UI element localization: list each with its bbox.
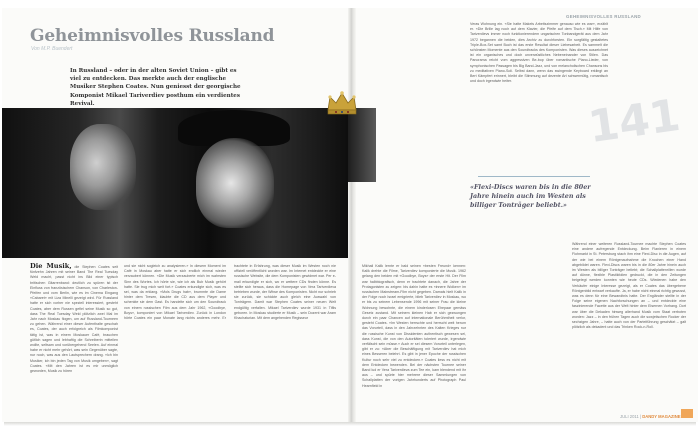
hero-photo xyxy=(2,108,348,258)
page-corner-tab xyxy=(681,409,693,418)
article-intro: In Russland – oder in der alten Soviet Union – gibt es viel zu entdecken. Das merkte auch der englische Musiker Stephen Coates. Nun geniesst der georgische Komponist Mikael Tariverdiev posthum ein verdientes Revival. xyxy=(70,68,241,107)
big-number-glyph: 141 xyxy=(585,89,684,154)
text-column-1 xyxy=(30,264,118,414)
text-column-3 xyxy=(362,264,466,414)
page-shadow xyxy=(4,422,696,426)
page-number-glyph-icon xyxy=(585,89,684,161)
pull-quote: «Flexi-Discs waren bis in die 80er Jahre hinein auch im Westen als billiger Tonträger beliebt.» xyxy=(470,183,591,209)
crown-icon xyxy=(325,90,359,116)
column-4-top-text: Veras Wohnung ein. «Sie hatte Makels Arbeitszimmer genauso wie es war», erzählt er. «Die Brille lag noch auf dem Klavier, die Pfeife auf dem Tisch.» Mit Hilfe von Tariverdievs immer noch funktionierendem ungarischen Tonbandgerät aus dem Jahr 1972 begannen die beiden, dies Archiv zu durchforsten. Ein sorgfältig gestaltetes Triple-Box-Set samt Buch ist das erste Resultat dieser Liebesarbeit. Es sammelt die schönsten Momente aus den Soundtracks des Komponisten. Was dieses auszeichnet ist ein organisches und doch unverwüstliches Nebeneinander von Stilen. Das Panorama reicht vom aggressiven Be-bop über romantische Piano-Lieder, von symphonischen Passagen bis Big Band-Jazz, und von melancholischen Chansons bis zu meditativen Piano-Soli. Selbst dann, wenn das swingende Keyboard erklingt an Bert Kämpfert erinnert, bleibt die Stimmung auf dezente Art schwermütig, romantisch und doch irgendwie heiter. xyxy=(470,22,608,84)
hero-photo-overlap xyxy=(348,108,376,182)
portrait-left-figure xyxy=(70,124,136,210)
article-title: Geheimnisvolles Russland xyxy=(30,26,275,46)
portrait-right-figure xyxy=(196,138,274,228)
quote-rule xyxy=(478,176,590,177)
column-2-text: und sie nicht sogleich zu analysieren.» In diesem Moment im Café in Moskau aber hatte er sich endlich einmal wieder verzaubert können. «Die Musik verzauberte mich im wahrsten Sinn des Wortes. Ich hörte sie, wie ich als Bub Musik gehört hatte. Sie trug mich weit fort.» Coates erkundigte sich, was es sei, was da erklang. «Mols Drugs hab», brummte die Dame hinter dem Tresen, klaubte die CD aus dem Player und schenkte sie dem Gast. Es handelte sich um den Soundtrack von einem russischen Film aus dem Jahr 1962, «Goodbye, Boys», komponiert von Mikael Tariverdiev. Zurück in London hörte Coates ein paar Monate lang nichts anderes mehr. Er trachtete in Erfahrung, was dieser Musik im Westen noch nie offiziell veröffentlicht worden war. Im Internet entdeckte er eine russische Website, die dem Komponisten gewidmet war. Per e-mail erkundigte er sich, wo er weitere CDs finden könne. Es stellte sich heraus, dass die Homepage von Vera Tariverdieva betrieben wurde, der Witwe des Komponisten. Nicht nur schrieb sie zurück, sie schickte auch gleich eine Auswahl von Tonträgern. Damit war Stephen Coates seiner neuen Welt endgültig verfallen. Mikael Tariverdiev wurde 1931 in Tiflis geboren. In Moskau studierte er Musik – sein Dozent war Aram Khachaturian. Mit dem angehenden Regisseur xyxy=(124,264,336,321)
running-head: GEHEIMNISVOLLES RUSSLAND xyxy=(566,14,642,19)
column-lead-word: Die Musik, xyxy=(30,262,72,270)
article-byline: Von M.P. Buendert xyxy=(31,46,73,52)
magazine-name: DANDY MAGAZINE xyxy=(642,414,681,419)
text-column-4-top xyxy=(470,22,608,172)
page-gutter xyxy=(348,8,356,422)
column-3-text: Mikhail Kalik lernte er bald seinen «besten Freund» kennen: Kalik drehte die Filme, Tariverdiev komponierte die Musik. 1962 gelang den beiden mit «Goodbye, Boys» der erste Hit. Der Film war halbbiografisch, denn er trachtete danach, die Jahre der Protagonisten zu zeigen: bis dahin hatte es «innere Wolken» im russischen Mainstream-Film nicht gegeben. Damals hielt Kalik in der Folge noch Israel emigrierte, blieb Tariverdiev in Moskau, wo er bis zu seinem Lebensende 1996 mit seiner Frau die kleine Wohnung bewohnte, die einem kinderlosen Ehepaar gemäss Gesetz zustand. Mit seinem kleinen Hab er sich gezwungen durch ein paar Chancen auf internationale Berühmtheit verlor, gesteht Coates. «Im Westen herrschte und herrscht weit herum das Vorurteil, dass in den Jahrzehnten des Kalten Krieges nur die russische Kunst von Dissidenten authentisch gewesen sei, dass Kunst, die von den Autoritäten toleriert wurde, irgendwie verfälscht sein müsse.» Auch er sei diesem Vorurteil unterlegen, gibt er zu: «Aber die Beschäftigung mit Tariverdiev hat mich eines Besseren belehrt. Es gibt in jener Epoche der russischen Kultur noch sehr viel zu entdecken.» Coates liess es nicht mit dem Entdecken bewenden. Bei der nächsten Tournee seiner Band lud er Vera Tariverdieva zum Tee ein, kam blendend mit ihr aus – und spürte hier mehrere dieser Sammlungen von Schallplatten der vorigen Jahrhunderts auf Photograph Paul Hearnfield in xyxy=(362,264,466,388)
folio-date: JULI 2011 | xyxy=(620,414,642,419)
text-column-4-bottom xyxy=(572,242,686,408)
folio xyxy=(620,414,681,419)
text-column-2 xyxy=(124,264,336,414)
column-4-bottom-text: Während einer weiteren Russland-Tournee machte Stephen Coates eine andere aufregende Entdeckung. Beim Flanieren in einem Flohmarkt in St. Petersburg stach ihm eine Flexi-Disc in die Augen, auf der wie bei einem Röntgenaufnahme die Knochen einer Hand abgebildet waren. Flexi-Discs waren bis in die 80er Jahre hinein auch im Westen als billiger Tonträger beliebt; die Schallplattenrillen wurde auf dünne, flexible Plastikfolien gedruckt, die in den Zeitungen beigelegt werden konnten wie heute CDs. Wiedenen habe den Verkäufer einige Interesse gezeigt, als er Coates das übergebene Röntgenbild entwarf verkaufte. Ja, er habe nicht einmal richtig gewusst, was es denn für eine Bewandtnis hatte. Der Engländer stellte in der Folge seine eigenen Nachforschungen an – und entdeckte eine faszinierende Facette aus der Welt hinter dem Eisernen Vorhang. Dort war über die Dekaden hinweg allerhand Musik vom Staat verboten worden: Jazz – in den frühen Tagen auch die sowjetischen Rocker der sechzigen Jahre, – hatte auch von der Parteiführung geschätzt – galt plötzlich als dekadent und das Trinken Rock-n-Roll. xyxy=(572,242,686,330)
column-1-text: die Stephen Coates seit fünfzehn Jahren mit seiner Band The Real Tuesday Weld macht, passt nicht ins Bild einer typisch britischen Gitarrenband: deutlich zu spüren ist der Einfluss von französischem Chanson, von Charleston-Pfeifen und vom Berlin, wie es im Cinema Eingang «Cabaret» mit Liza Minelli gezeigt wird. Für Russland hatte er sich vorher nie speziell interessiert, gesteht Coates, aber dem Russen gefiel seine Musik so gut, dass The Real Tuesday Weld plötzlich zwei Mal im Jahr nach Moskau flogen, um auf Russland-Tourneen zu gehen. Während einer dieser Aufenthalte geschah es, Coates, der auch erfolgreich als Filmkomponist tätig ist, was in einem Moskauer Café, brauchen gütlich sagen und lebhaftig die Schreiberin mitteilen wollte, seltsam und vorübergehend Seelen. Auf einmal habe er nicht mehr gehört, was sein Gegenüber sagte, nur noch, was aus den Lautsprechern drang. «Ich bin Musiker, ich bin jeden Tag von Musik umgeben», sagt Coates. «Mit den Jahren ist es mir unmöglich geworden, Musik zu hören xyxy=(30,265,119,374)
